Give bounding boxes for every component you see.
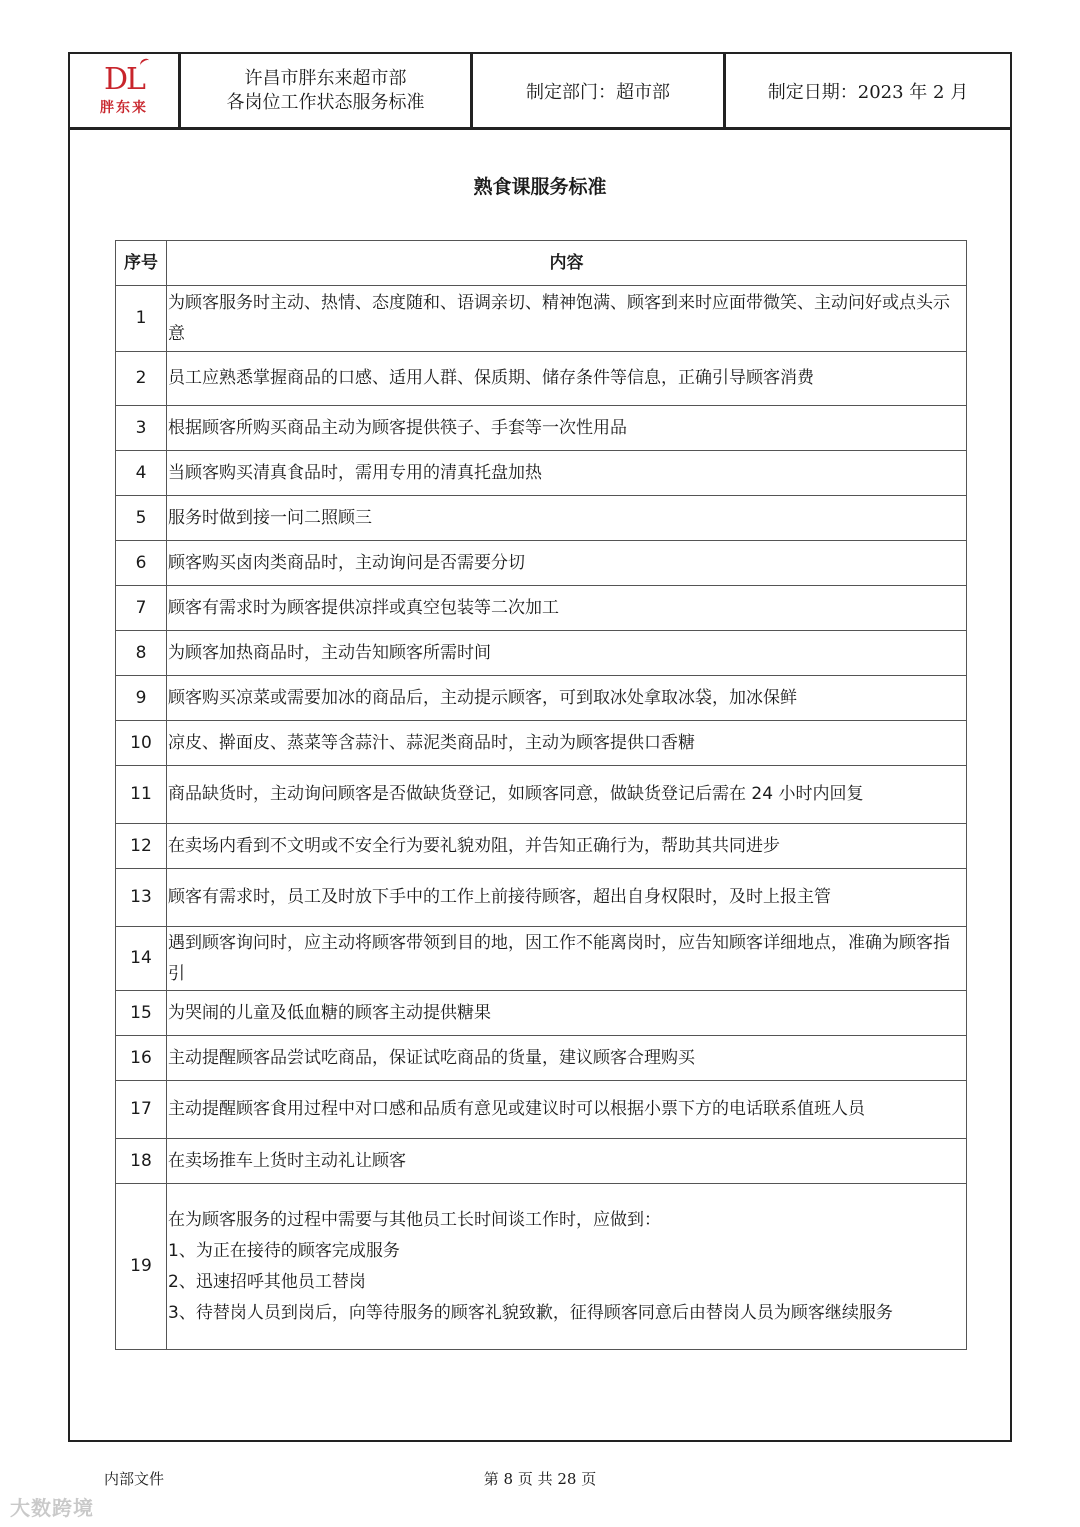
logo xyxy=(70,54,181,127)
row-content: 员工应熟悉掌握商品的口感、适用人群、保质期、储存条件等信息，正确引导顾客消费 xyxy=(167,352,967,406)
leaf-icon xyxy=(139,57,152,69)
table-row xyxy=(116,1081,967,1139)
row-content: 遇到顾客询问时，应主动将顾客带领到目的地，因工作不能离岗时，应告知顾客详细地点，准确为顾客指引 xyxy=(167,927,967,991)
row-content xyxy=(167,1184,967,1350)
row-content-line: 3、待替岗人员到岗后，向等待服务的顾客礼貌致歉，征得顾客同意后由替岗人员为顾客继续服务 xyxy=(168,1302,893,1323)
table-row xyxy=(116,676,967,721)
department: 制定部门：超市部 xyxy=(473,54,726,127)
table-row xyxy=(116,824,967,869)
row-content: 在卖场内看到不文明或不安全行为要礼貌劝阻，并告知正确行为，帮助其共同进步 xyxy=(167,824,967,869)
row-number: 1 xyxy=(116,286,167,352)
row-content: 顾客有需求时，员工及时放下手中的工作上前接待顾客，超出自身权限时，及时上报主管 xyxy=(167,869,967,927)
document-subtitle: 各岗位工作状态服务标准 xyxy=(226,91,425,113)
row-content-line: 1、为正在接待的顾客完成服务 xyxy=(168,1240,400,1261)
row-content: 凉皮、擀面皮、蒸菜等含蒜汁、蒜泥类商品时，主动为顾客提供口香糖 xyxy=(167,721,967,766)
table-row xyxy=(116,406,967,451)
table-row xyxy=(116,496,967,541)
row-number: 8 xyxy=(116,631,167,676)
row-content: 顾客有需求时为顾客提供凉拌或真空包装等二次加工 xyxy=(167,586,967,631)
column-header-no: 序号 xyxy=(116,241,167,286)
row-number: 13 xyxy=(116,869,167,927)
company-name: 许昌市胖东来超市部 xyxy=(244,67,407,89)
footer-internal-label: 内部文件 xyxy=(104,1470,165,1488)
row-number: 6 xyxy=(116,541,167,586)
document-title: 熟食课服务标准 xyxy=(473,176,607,198)
row-content-line: 在为顾客服务的过程中需要与其他员工长时间谈工作时，应做到： xyxy=(168,1209,661,1230)
document-header xyxy=(70,54,1010,130)
table-row xyxy=(116,869,967,927)
row-content: 为哭闹的儿童及低血糖的顾客主动提供糖果 xyxy=(167,991,967,1036)
table-header-row xyxy=(116,241,967,286)
table-row xyxy=(116,991,967,1036)
row-content: 顾客购买卤肉类商品时，主动询问是否需要分切 xyxy=(167,541,967,586)
table-row xyxy=(116,1139,967,1184)
row-number: 11 xyxy=(116,766,167,824)
logo-text: 胖东来 xyxy=(100,99,148,116)
row-content: 主动提醒顾客食用过程中对口感和品质有意见或建议时可以根据小票下方的电话联系值班人员 xyxy=(167,1081,967,1139)
row-number: 9 xyxy=(116,676,167,721)
row-number: 16 xyxy=(116,1036,167,1081)
row-number: 19 xyxy=(116,1184,167,1350)
watermark: 大数跨境 xyxy=(10,1496,94,1520)
logo-mark xyxy=(104,61,144,97)
row-number: 7 xyxy=(116,586,167,631)
row-content: 顾客购买凉菜或需要加冰的商品后，主动提示顾客，可到取冰处拿取冰袋，加冰保鲜 xyxy=(167,676,967,721)
table-row xyxy=(116,451,967,496)
row-number: 12 xyxy=(116,824,167,869)
table-row xyxy=(116,927,967,991)
row-content: 当顾客购买清真食品时，需用专用的清真托盘加热 xyxy=(167,451,967,496)
row-number: 18 xyxy=(116,1139,167,1184)
header-title xyxy=(181,54,473,127)
row-content: 服务时做到接一问二照顾三 xyxy=(167,496,967,541)
row-number: 3 xyxy=(116,406,167,451)
row-number: 5 xyxy=(116,496,167,541)
row-content: 根据顾客所购买商品主动为顾客提供筷子、手套等一次性用品 xyxy=(167,406,967,451)
table-row xyxy=(116,721,967,766)
issue-date: 制定日期：2023 年 2 月 xyxy=(767,81,969,103)
table-row xyxy=(116,1036,967,1081)
column-header-content: 内容 xyxy=(167,241,967,286)
logo-mark-text: DL xyxy=(104,61,144,97)
standards-table xyxy=(115,240,967,1350)
row-number: 10 xyxy=(116,721,167,766)
row-number: 4 xyxy=(116,451,167,496)
row-content: 在卖场推车上货时主动礼让顾客 xyxy=(167,1139,967,1184)
table-row xyxy=(116,541,967,586)
page-number: 第 8 页 共 28 页 xyxy=(483,1470,597,1488)
row-content: 为顾客加热商品时，主动告知顾客所需时间 xyxy=(167,631,967,676)
row-content-line: 2、迅速招呼其他员工替岗 xyxy=(168,1271,366,1292)
row-number: 17 xyxy=(116,1081,167,1139)
table-row xyxy=(116,352,967,406)
row-content: 为顾客服务时主动、热情、态度随和、语调亲切、精神饱满、顾客到来时应面带微笑、主动问好或点头示意 xyxy=(167,286,967,352)
row-content: 主动提醒顾客品尝试吃商品，保证试吃商品的货量，建议顾客合理购买 xyxy=(167,1036,967,1081)
row-number: 15 xyxy=(116,991,167,1036)
row-number: 14 xyxy=(116,927,167,991)
table-row xyxy=(116,1184,967,1350)
row-content: 商品缺货时，主动询问顾客是否做缺货登记，如顾客同意，做缺货登记后需在 24 小时内回复 xyxy=(167,766,967,824)
table-row xyxy=(116,631,967,676)
table-row xyxy=(116,286,967,352)
row-number: 2 xyxy=(116,352,167,406)
table-row xyxy=(116,586,967,631)
table-row xyxy=(116,766,967,824)
